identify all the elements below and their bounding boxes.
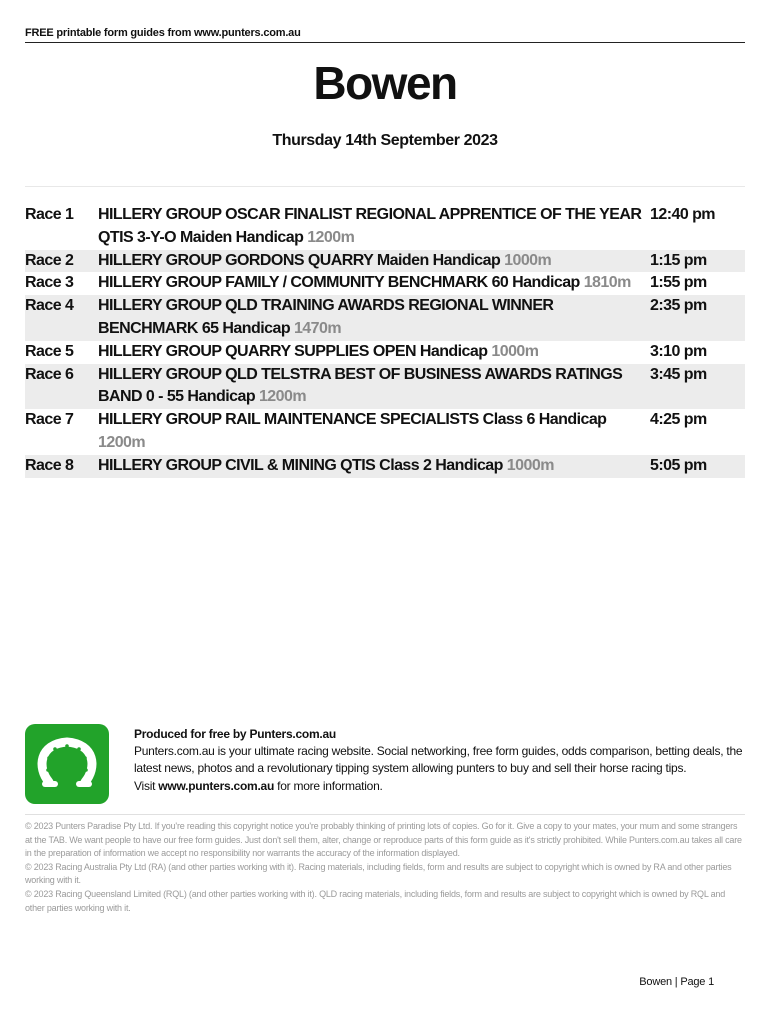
race-name bbox=[98, 204, 650, 250]
page-title: Bowen bbox=[313, 57, 457, 109]
race-title: HILLERY GROUP FAMILY / COMMUNITY BENCHMARK 60 Handicap bbox=[98, 274, 580, 292]
race-name bbox=[98, 409, 650, 455]
race-distance: 1200m bbox=[258, 388, 307, 406]
race-row bbox=[25, 364, 745, 410]
race-time: 4:25 pm bbox=[650, 411, 707, 429]
race-row bbox=[25, 341, 745, 364]
race-title: HILLERY GROUP OSCAR FINALIST REGIONAL APPRENTICE OF THE YEAR QTIS 3-Y-O Maiden Handicap bbox=[98, 206, 642, 246]
legal-rql: © 2023 Racing Queensland Limited (RQL) (and other parties working with it). QLD racing materials, including fields, form and results are subject to copyright which is owned by RQL and other parties working with it. bbox=[25, 888, 726, 913]
legal-notice bbox=[25, 820, 745, 915]
race-row bbox=[25, 409, 745, 455]
divider bbox=[25, 186, 745, 187]
race-distance: 1000m bbox=[506, 456, 554, 474]
race-title: HILLERY GROUP QUARRY SUPPLIES OPEN Handicap bbox=[98, 342, 488, 360]
race-time: 1:15 pm bbox=[650, 251, 707, 269]
produced-heading: Produced for free by Punters.com.au bbox=[134, 727, 336, 741]
race-distance: 1200m bbox=[307, 228, 355, 246]
race-time: 3:10 pm bbox=[650, 342, 707, 360]
legal-punters: © 2023 Punters Paradise Pty Ltd. If you're reading this copyright notice you're probably thinking of printing lots of copies. Go for it. Give a copy to your mates, your mum and some strangers at the TAB. We want people to have our free form guides. Just don't sell them, alter, change or reproduce parts of this form guide as it's strictly prohibited. While Punters.com.au takes all care in the preparation of information we accept no responsibility nor warrants the accuracy of the information displayed. bbox=[25, 821, 742, 859]
punters-logo bbox=[25, 724, 109, 804]
race-name bbox=[98, 455, 650, 478]
race-number: Race 2 bbox=[25, 251, 74, 269]
race-time: 1:55 pm bbox=[650, 274, 707, 292]
race-number: Race 8 bbox=[25, 456, 74, 474]
race-number: Race 3 bbox=[25, 274, 74, 292]
race-number: Race 1 bbox=[25, 206, 74, 223]
visit-prefix: Visit bbox=[134, 778, 159, 793]
race-row bbox=[25, 295, 745, 341]
top-banner: FREE printable form guides from www.punters.com.au bbox=[25, 27, 745, 43]
race-title: HILLERY GROUP GORDONS QUARRY Maiden Handicap bbox=[98, 251, 501, 269]
meeting-date: Thursday 14th September 2023 bbox=[272, 132, 498, 149]
race-time: 2:35 pm bbox=[650, 297, 707, 315]
race-time: 12:40 pm bbox=[650, 206, 715, 223]
race-row bbox=[25, 455, 745, 478]
race-name bbox=[98, 250, 650, 273]
race-distance: 1000m bbox=[491, 342, 539, 360]
race-name bbox=[98, 341, 650, 364]
horseshoe-icon bbox=[25, 724, 109, 804]
race-number: Race 7 bbox=[25, 411, 74, 429]
race-name bbox=[98, 272, 650, 295]
punters-link[interactable]: www.punters.com.au bbox=[158, 778, 275, 793]
visit-suffix: for more information. bbox=[274, 778, 383, 793]
footer-venue: Bowen bbox=[639, 976, 672, 988]
legal-ra: © 2023 Racing Australia Pty Ltd (RA) (and other parties working with it). Racing materials, including fields, form and results are subject to copyright which is owned by RA and other parties working with it. bbox=[25, 861, 732, 886]
race-list bbox=[25, 204, 745, 478]
race-name bbox=[98, 295, 650, 341]
race-name bbox=[98, 364, 650, 410]
produced-by-block bbox=[134, 726, 746, 795]
page-footer bbox=[639, 976, 714, 988]
race-title: HILLERY GROUP CIVIL & MINING QTIS Class 2 Handicap bbox=[98, 456, 503, 474]
race-time: 5:05 pm bbox=[650, 456, 707, 474]
divider bbox=[25, 814, 745, 815]
race-distance: 1810m bbox=[583, 274, 631, 292]
footer-separator: | bbox=[674, 976, 678, 988]
page-number: Page 1 bbox=[680, 976, 714, 988]
race-row bbox=[25, 272, 745, 295]
race-time: 3:45 pm bbox=[650, 365, 707, 383]
race-distance: 1200m bbox=[98, 433, 146, 451]
race-title: HILLERY GROUP QLD TRAINING AWARDS REGIONAL WINNER BENCHMARK 65 Handicap bbox=[98, 297, 554, 337]
produced-body: Punters.com.au is your ultimate racing website. Social networking, free form guides, odds comparison, betting deals, the latest news, photos and a revolutionary tipping system allowing punters to buy and sell their horse racing tips. bbox=[134, 744, 743, 776]
race-distance: 1470m bbox=[293, 319, 342, 337]
race-number: Race 4 bbox=[25, 297, 74, 315]
race-distance: 1000m bbox=[504, 251, 552, 269]
produced-visit bbox=[134, 778, 746, 795]
race-title: HILLERY GROUP RAIL MAINTENANCE SPECIALISTS Class 6 Handicap bbox=[98, 411, 607, 429]
race-row bbox=[25, 250, 745, 273]
race-row bbox=[25, 204, 745, 250]
race-title: HILLERY GROUP QLD TELSTRA BEST OF BUSINESS AWARDS RATINGS BAND 0 - 55 Handicap bbox=[98, 365, 623, 406]
race-number: Race 5 bbox=[25, 342, 74, 360]
race-number: Race 6 bbox=[25, 365, 74, 383]
